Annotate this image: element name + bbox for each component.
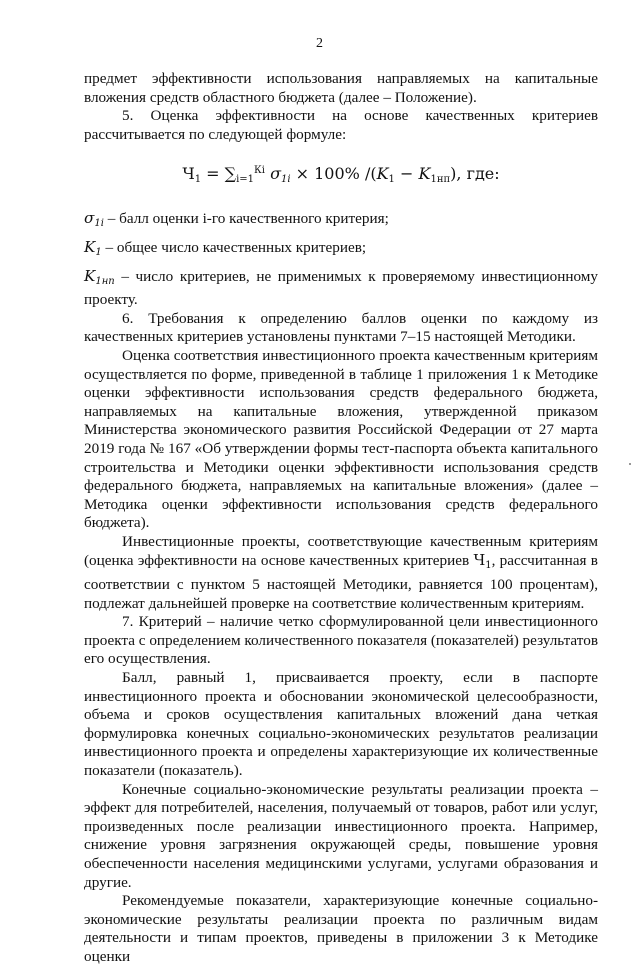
intro-paragraph-tail: предмет эффективности использования направляемых на капитальные вложения средств областного бюджета (далее – Положение). (84, 70, 598, 106)
paragraph-investment-projects: Инвестиционные проекты, соответствующие качественным критериям (оценка эффективности на основе качественных критериев $Ч_1$, рассчитанная в соответствии с пунктом 5 настоящей Методики, равняется 100 процентам), подлежат дальнейшей проверке на соответствие количественным критериям. (84, 532, 598, 612)
scan-speck (629, 463, 631, 465)
paragraph-5: 5. Оценка эффективности на основе качественных критериев рассчитывается по следующей формуле: (84, 107, 598, 143)
paragraph-6: 6. Требования к определению баллов оценки по каждому из качественных критериев установлены пунктами 7–15 настоящей Методики. (84, 309, 598, 346)
page-number: 2 (316, 36, 323, 51)
document-body (84, 70, 598, 967)
definition-k1: $K_1$ – общее число качественных критериев; (84, 237, 367, 258)
paragraph-recommended-indicators: Рекомендуемые показатели, характеризующие конечные социально-экономические результаты реализации проекта по различным видам деятельности и типам проектов, приведены в приложении 3 к Методике оценки (84, 892, 598, 965)
definition-sigma: $\sigma_{1i}$ – балл оценки i-го качественного критерия; (84, 209, 389, 230)
formula-ch1: $Ч_1 = \sum_{i=1}^{Кi}$ $\sigma_{1i} \times 100\%$ $/(K_1 - K_{1нп})$, где: (182, 164, 500, 186)
paragraph-score: Балл, равный 1, присваивается проекту, если в паспорте инвестиционного проекта и обосновании экономической целесообразности, объема и сроков осуществления капитальных вложений дана четкая формулировка конечных социально-экономических результатов реализации инвестиционного проекта и определены характеризующие их количественные показатели (показатель). (84, 669, 598, 779)
paragraph-final-results: Конечные социально-экономические результаты реализации проекта – эффект для потребителей, населения, получаемый от товаров, работ или услуг, произведенных после реализации инвестиционного проекта. Например, снижение уровня загрязнения окружающей среды, повышение уровня обеспеченности населения медицинскими услугами, услугами образования и другие. (84, 780, 598, 891)
paragraph-assessment: Оценка соответствия инвестиционного проекта качественным критериям осуществляется по форме, приведенной в таблице 1 приложения 1 к Методике оценки эффективности использования средств федерального бюджета, направляемых на капитальные вложения, утвержденной приказом Министерства экономического развития Российской Федерации от 27 марта 2019 года № 167 «Об утверждении формы тест-паспорта объекта капитального строительства и Методики оценки эффективности использования средств федерального бюджета, направляемых на капитальные вложения» (далее – Методика оценки эффективности использования средств федерального бюджета). (84, 346, 598, 532)
paragraph-7: 7. Критерий – наличие четко сформулированной цели инвестиционного проекта с определением количественного показателя (показателей) результатов его осуществления. (84, 613, 598, 668)
definition-k1np: $K_{1нп}$ – число критериев, не применимых к проверяемому инвестиционному проекту. (84, 266, 598, 309)
